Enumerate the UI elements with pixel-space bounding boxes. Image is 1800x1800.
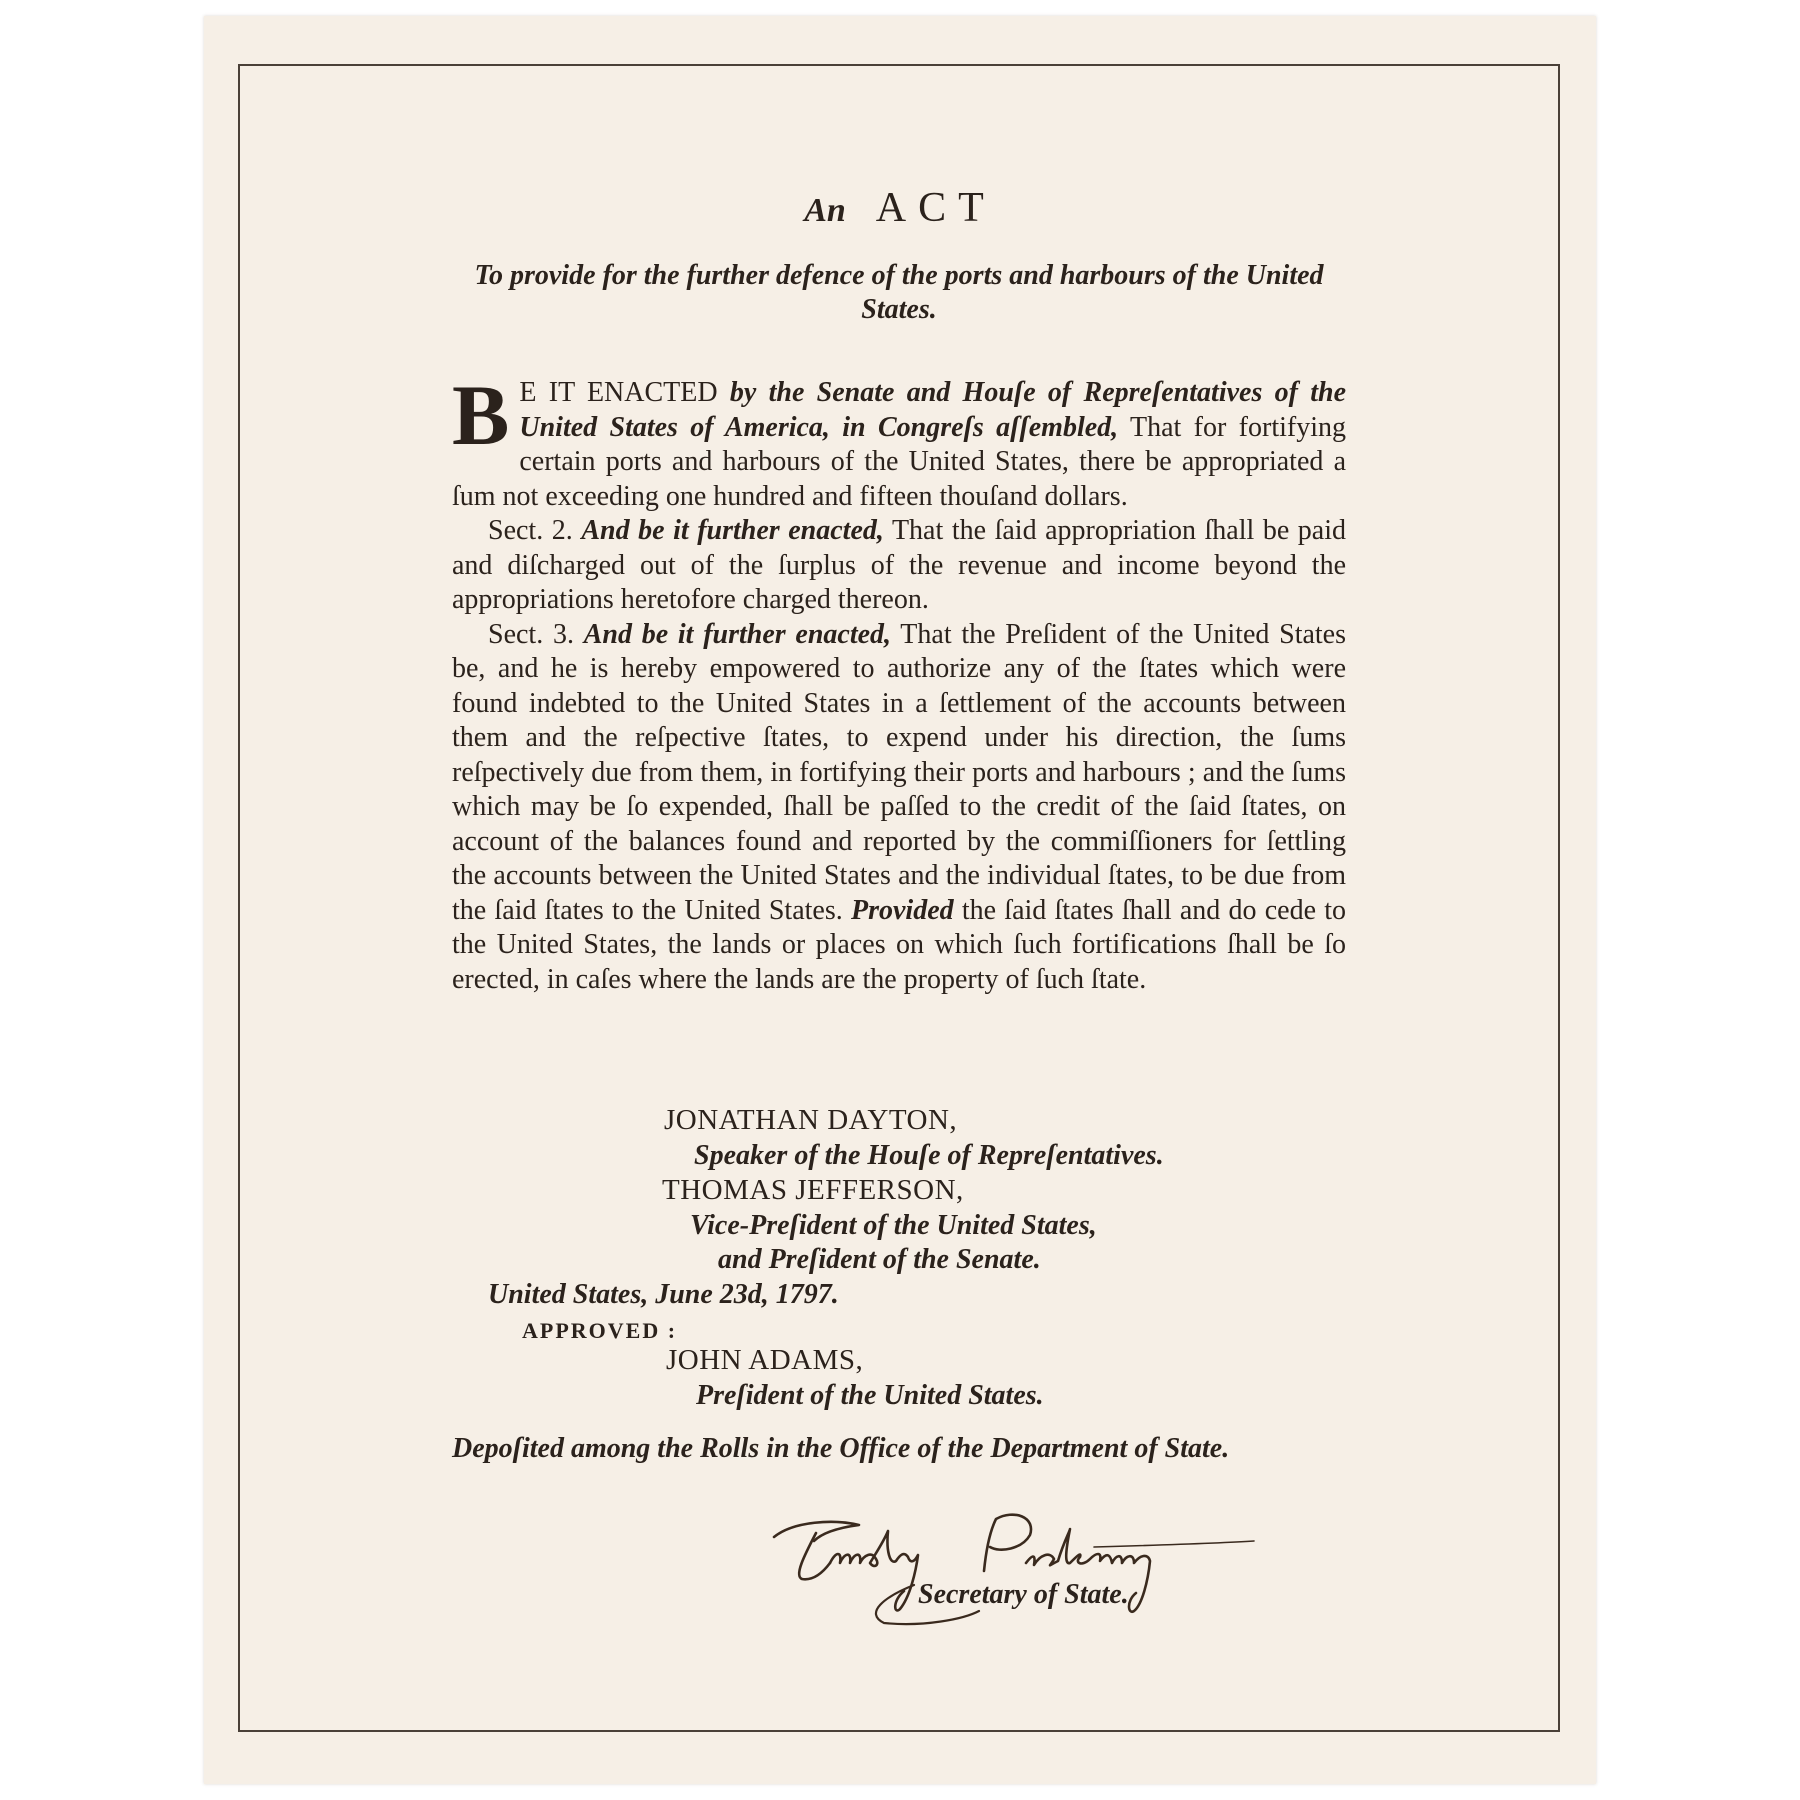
act-body bbox=[452, 367, 1347, 997]
section-3-text: That the Preſident of the United States be, and he is hereby empowered to authorize any of the ſtates which were found indebted to the United States in a ſettlement of the accounts between them and the reſpective ſtates, to expend under his direction, the ſums reſpectively due from them, in fortifying their ports and harbours ; and the ſums which may be ſo expended, ſhall be paſſed to the credit of the ſaid ſtates, on account of the balances found and reported by the commiſſioners for ſettling the accounts between the United States and the individual ſtates, to be due from the ſaid ſtates to the United States. bbox=[452, 618, 1347, 926]
vp-title-1: Vice-Preſident of the United States, bbox=[690, 1210, 1097, 1241]
title-main: ACT bbox=[875, 185, 996, 231]
section-2-italic: And be it further enacted, bbox=[581, 515, 884, 546]
enacting-text: That for fortifying certain ports and harbours of the United States, there be appropriated a ſum not exceeding one hundred and fifteen thouſand dollars. bbox=[452, 411, 1346, 512]
document-title bbox=[204, 184, 1596, 232]
document-sheet bbox=[204, 16, 1596, 1784]
president-name: JOHN ADAMS, bbox=[666, 1344, 864, 1376]
enacting-caps: E IT ENACTED bbox=[519, 377, 718, 408]
enacting-italic: by the Senate and Houſe of Repreſentatives of the United States of America, in Congreſs aſſembled, bbox=[519, 377, 1347, 443]
section-2-label: Sect. 2. bbox=[488, 515, 573, 546]
document-subtitle: To provide for the further defence of the ports and harbours of the United States. bbox=[474, 260, 1324, 325]
act-date: United States, June 23d, 1797. bbox=[488, 1279, 839, 1310]
section-2-text: That the ſaid appropriation ſhall be paid and diſcharged out of the ſurplus of the revenue and income beyond the appropriations heretofore charged thereon. bbox=[452, 515, 1347, 615]
proviso-italic: Provided bbox=[850, 894, 954, 926]
approved-label: APPROVED : bbox=[522, 1318, 678, 1343]
speaker-title: Speaker of the Houſe of Repreſentatives. bbox=[694, 1140, 1164, 1171]
drop-cap: B bbox=[452, 367, 510, 463]
vp-title-2: and Preſident of the Senate. bbox=[718, 1244, 1041, 1275]
vp-name: THOMAS JEFFERSON, bbox=[662, 1174, 964, 1206]
section-3-label: Sect. 3. bbox=[488, 618, 574, 650]
section-3-proviso-text: the ſaid ſtates ſhall and do cede to the United States, the lands or places on which ſuch fortifications ſhall be ſo erected, in caſes where the lands are the property of ſuch ſtate. bbox=[452, 894, 1347, 995]
deposit-note: Depoſited among the Rolls in the Office of the Department of State. bbox=[452, 1433, 1230, 1464]
section-3-italic: And be it further enacted, bbox=[583, 618, 892, 650]
speaker-name: JONATHAN DAYTON, bbox=[664, 1104, 958, 1136]
section-2 bbox=[452, 514, 1346, 618]
section-3 bbox=[452, 618, 1346, 998]
enacting-clause bbox=[452, 367, 1347, 514]
title-prefix: An bbox=[804, 192, 846, 229]
signature-timothy-pickering bbox=[764, 1501, 1264, 1631]
act-document bbox=[204, 16, 1596, 1784]
signature-title: Secretary of State. bbox=[918, 1579, 1129, 1610]
president-title: Preſident of the United States. bbox=[696, 1380, 1044, 1411]
